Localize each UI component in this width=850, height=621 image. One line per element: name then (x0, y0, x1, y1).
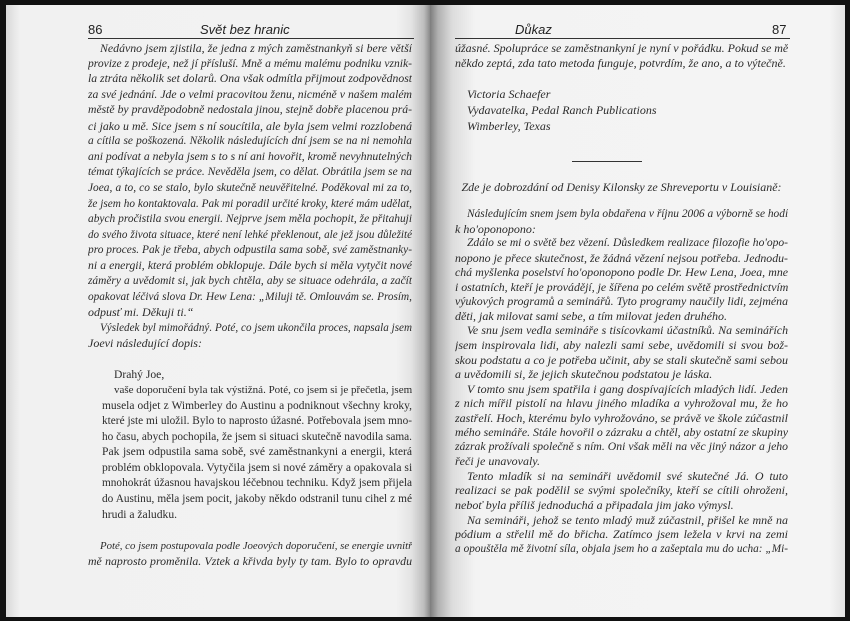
body-line: pódium a střelil mě do břicha. Zatímco jsem ležela v krvi na zemi (455, 527, 788, 542)
body-line: témat týkajících se práce. Nevěděla jsem, co dělat. Obrátila jsem se na (88, 166, 412, 179)
body-line: zázrak prožívali společně s ním. Oni však měli na věc jiný názor a jeho (455, 439, 788, 453)
body-line: ci jako u mě. Sice jsem s ní soucítila, ale byla jsem velmi rozzlobená (88, 118, 412, 133)
body-line: Následujícím snem jsem byla obdařena v říjnu 2006 a výborně se hodí (467, 208, 788, 220)
signature-line: Wimberley, Texas (467, 119, 551, 133)
body-line: záměry a uvědomit si, jak bych chtěla, aby se situace odehrála, a začít (88, 275, 412, 288)
body-line: a cítila se poškozená. Několik následujících dní jsem se na ni nemohla (88, 135, 412, 148)
body-line: že jsem ho kontaktovala. Pak mi poradil určité kroky, které mám udělat, (88, 197, 412, 210)
body-line: Výsledek byl mimořádný. Poté, co jsem ukončila proces, napsala jsem (100, 321, 412, 334)
body-line: i ostatních, kteří je provádějí, je šířena po celém světě prostřednictvím (455, 279, 788, 294)
body-line: opakovat léčivá slova Dr. Hew Lena: „Miluji tě. Omlouvám se. Prosím, (88, 290, 412, 303)
letter-line: Pak jsem odpustila sama sobě, své zaměstnankyni a energii, která (102, 445, 412, 459)
body-line: skou podstatu a co je potřeba učinit, aby se stali skutečně sami sebou (455, 352, 788, 367)
body-line: z nich mířil pistolí na hlavu jiného mladíka a vyhrožoval mu, že ho (455, 396, 788, 411)
body-line: Tento mladík si na semináři uvědomil své skutečné Já. O tuto (467, 468, 788, 483)
body-line: Zdálo se mi o světě bez vězení. Důsledkem realizace filozofie ho'opo- (467, 237, 788, 250)
body-line: výukových programů a seminářů. Tyto programy naučily lidi, zejména (455, 294, 788, 309)
body-line: Joea, a to, co se stalo, bylo skutečně neuvěřitelné. Poděkoval mi za to, (88, 181, 412, 194)
body-line: zastřelí. Hoch, kterému bylo vyhrožováno, se právě ve škole zúčastnil (455, 410, 788, 425)
body-line: Nedávno jsem zjistila, že jedna z mých zaměstnankyň si bere větší (100, 41, 412, 55)
body-line: V tomto snu jsem spatřila i gang dospívajících mladých lidí. Jeden (467, 381, 788, 396)
body-line: úžasné. Spolupráce se zaměstnankyní je nyní v pořádku. Pokud se mě (455, 41, 788, 55)
body-line: a uvědomili si, že jejich skutečnou podstatou je láska. (455, 367, 713, 382)
body-line: la ztráta několik set dolarů. Ona však odmítla přijmout zodpovědnost (88, 72, 412, 86)
body-line: děti, jak milovat sami sebe, a tím milovat jeden druhého. (455, 308, 727, 323)
body-line: městě by pravděpodobně nedostala jinou, stejně dobře placenou prá- (88, 103, 412, 117)
body-line: řeči je unavovaly. (455, 454, 540, 469)
body-line: neboť byla příliš jednoduchá a připadala jim jako výmysl. (455, 498, 734, 512)
body-line: k ho'oponopono: (455, 221, 536, 236)
body-line: mě naprosto proměnila. Vztek a křivda byly ty tam. Bylo to opravdu (88, 554, 412, 569)
letter-line: problém obklopovala. Vytyčila jsem si nové záměry a opakovala si (102, 460, 412, 474)
body-line: ni a energii, která problém obklopuje. Dále bych si měla vytyčit nové (88, 258, 412, 272)
body-line: chá myšlenka poselství ho'oponopono podle Dr. Hew Lena, Joea, mne (455, 265, 788, 280)
section-divider (572, 161, 642, 162)
testimonial-intro: Zde je dobrozdání od Denisy Kilonsky ze Shreveportu v Louisianě: (461, 180, 782, 194)
body-line: Poté, co jsem postupovala podle Joeových doporučení, se energie uvnitř (100, 539, 412, 552)
body-line: Na semináři, jehož se tento mladý muž zúčastnil, přišel ke mně na (467, 512, 788, 527)
header-rule-left (88, 38, 414, 39)
page-number-left: 86 (88, 22, 103, 37)
header-rule-right (455, 38, 790, 39)
body-line: abych pročistila svou energii. Nejprve jsem měla pochopit, že přitahuji (88, 213, 412, 226)
signature-line: Victoria Schaefer (467, 87, 551, 101)
body-line: jsem inspirovala lidi, aby nalezli sami sebe, uvědomili si svou bož- (455, 337, 788, 352)
body-line: realizaci se pak podělil se svými společníky, kteří se cítili ohroženi, (455, 483, 788, 498)
letter-line: musela odjet z Wimberley do Austinu a podniknout všechny kroky, (102, 399, 412, 412)
running-title-right: Důkaz (515, 22, 552, 37)
body-line: do svého života situace, které není lehké překlenout, ale jež jsou důležité (88, 228, 412, 241)
body-line: a opouštěla mě životní síla, objala jsem ho a zašeptala mu do ucha: „Mi- (455, 542, 788, 555)
body-line: odpusť mi. Děkuji ti.“ (88, 305, 194, 320)
body-line: mého semináře. Stále hovořil o zázraku a chtěl, aby ostatní ze skupiny (455, 425, 788, 440)
letter-line: mnohokrát úžasnou havajskou léčebnou techniku. Když jsem přijela (102, 477, 412, 490)
signature-line: Vydavatelka, Pedal Ranch Publications (467, 103, 657, 117)
body-line: nopono je přece skutečnost, že žádná vězení nejsou potřeba. Jednodu- (455, 250, 788, 265)
letter-line: do Austinu, měla jsem pocit, jakoby někdo odstranil tunu cihel z mé (102, 492, 412, 505)
body-line: provize z prodeje, než jí přísluší. Mně a mému malému podniku vznik- (88, 57, 412, 70)
body-line: někdo zeptá, zda tato metoda funguje, potvrdím, že ano, a to výtečně. (455, 56, 786, 70)
body-line: Ve snu jsem vedla semináře s tisícovkami účastníků. Na seminářích (467, 323, 788, 338)
running-title-left: Svět bez hranic (200, 22, 290, 37)
letter-line: hrudi a žaludku. (102, 507, 178, 521)
letter-line: Drahý Joe, (114, 367, 165, 381)
body-line: pro proces. Pak je třeba, abych odpustila sama sobě, své zaměstnanky- (88, 244, 412, 257)
body-line: Joevi následující dopis: (88, 336, 202, 351)
body-line: ani podívat a nebyla jsem s to s ní ani hovořit, kromě nevyhnutelných (88, 149, 412, 163)
page-number-right: 87 (772, 22, 787, 37)
letter-line: vaše doporučení byla tak výstižná. Poté, co jsem si je přečetla, jsem (114, 384, 412, 397)
letter-line: které jste mi uložil. Bylo to naprosto úžasné. Potřebovala jsem mno- (102, 415, 412, 428)
body-line: za své jednání. Jde o velmi pracovitou ženu, nicméně v našem malém (88, 87, 412, 101)
letter-line: ho času, abych pochopila, že jsem si situaci skutečně navodila sama. (102, 430, 412, 443)
